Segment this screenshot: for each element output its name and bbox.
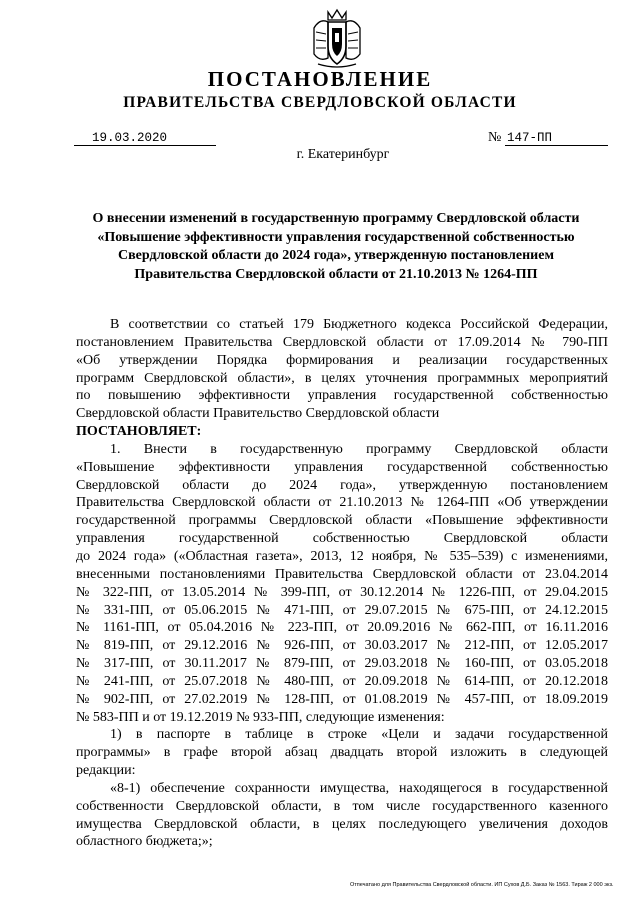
coat-of-arms-icon bbox=[306, 8, 368, 70]
body-line: № 317-ПП, от 30.11.2017 № 879-ПП, от 29.03.2018 № 160-ПП, от 03.05.2018 bbox=[76, 656, 608, 672]
body-line: № 1161-ПП, от 05.04.2016 № 223-ПП, от 20.09.2016 № 662-ПП, от 16.11.2016 bbox=[76, 620, 608, 636]
body-line: № 583-ПП и от 19.12.2019 № 933-ПП, следующие изменения: bbox=[76, 709, 445, 725]
document-date: 19.03.2020 bbox=[74, 131, 216, 146]
body-line: областного бюджета;»; bbox=[76, 834, 213, 850]
body-line: Правительства Свердловской области от 21.10.2013 № 1264-ПП «Об утверждении bbox=[76, 495, 608, 511]
body-line: 1) в паспорте в таблице в строке «Цели и задачи государственной bbox=[110, 727, 608, 743]
body-line: 1. Внести в государственную программу Свердловской области bbox=[110, 441, 608, 457]
body-line: имущества Свердловской области, в целях последующего увеличения доходов bbox=[76, 816, 608, 832]
body-line: № 819-ПП, от 29.12.2016 № 926-ПП, от 30.03.2017 № 212-ПП, от 12.05.2017 bbox=[76, 638, 608, 654]
body-line: В соответствии со статьей 179 Бюджетного кодекса Российской Федерации, bbox=[110, 317, 608, 332]
body-line: постановлением Правительства Свердловской области от 17.09.2014 № 790-ПП bbox=[76, 334, 608, 350]
print-footer: Отпечатано для Правительства Свердловской области. ИП Сухов Д.Б. Заказ № 1563. Тираж 2 000 экз. bbox=[350, 882, 614, 888]
body-line: № 322-ПП, от 13.05.2014 № 399-ПП, от 30.12.2014 № 1226-ПП, от 29.04.2015 bbox=[76, 584, 608, 600]
heading-line: «Повышение эффективности управления государственной собственностью bbox=[97, 229, 575, 245]
body-line: «8-1) обеспечение сохранности имущества, находящегося в государственной bbox=[110, 780, 608, 796]
body-line: № 241-ПП, от 25.07.2018 № 480-ПП, от 20.09.2018 № 614-ПП, от 20.12.2018 bbox=[76, 673, 608, 689]
document-title: ПОСТАНОВЛЕНИЕ bbox=[207, 67, 433, 91]
document-number: 147-ПП bbox=[505, 131, 608, 146]
body-line: № 902-ПП, от 27.02.2019 № 128-ПП, от 01.08.2019 № 457-ПП, от 18.09.2019 bbox=[76, 691, 608, 707]
body-line: собственности Свердловской области, в том числе государственного казенного bbox=[76, 798, 608, 814]
body-line: программ Свердловской области», в целях уточнения программных мероприятий bbox=[76, 370, 608, 386]
document-subtitle: ПРАВИТЕЛЬСТВА СВЕРДЛОВСКОЙ ОБЛАСТИ bbox=[123, 94, 517, 111]
body-line: Свердловской области до 2024 года», утвержденную постановлением bbox=[76, 477, 608, 493]
document-city: г. Екатеринбург bbox=[296, 147, 390, 162]
document-heading bbox=[70, 210, 602, 285]
body-line: «Об утверждении Порядка формирования и реализации государственных bbox=[76, 352, 608, 368]
heading-line: Свердловской области до 2024 года», утвержденную постановлением bbox=[118, 248, 554, 264]
body-line: управления государственной собственностью Свердловской области bbox=[76, 531, 608, 547]
body-line: редакции: bbox=[76, 763, 136, 779]
body-line: ПОСТАНОВЛЯЕТ: bbox=[76, 424, 202, 440]
body-line: до 2024 года» («Областная газета», 2013, 12 ноября, № 535–539) с изменениями, bbox=[76, 548, 608, 564]
body-line: № 331-ПП, от 05.06.2015 № 471-ПП, от 29.07.2015 № 675-ПП, от 24.12.2015 bbox=[76, 602, 608, 618]
body-line: «Повышение эффективности управления государственной собственностью bbox=[76, 459, 608, 475]
document-body bbox=[76, 316, 608, 851]
body-line: внесенными постановлениями Правительства Свердловской области от 23.04.2014 bbox=[76, 566, 608, 582]
body-line: Свердловской области Правительство Свердловской области bbox=[76, 406, 440, 422]
heading-line: О внесении изменений в государственную программу Свердловской области bbox=[92, 211, 580, 226]
body-line: по повышению эффективности управления государственной собственностью bbox=[76, 388, 608, 404]
body-line: программы» в графе второй абзац двадцать второй изложить в следующей bbox=[76, 745, 608, 761]
document-number-label: № bbox=[488, 130, 502, 145]
body-line: государственной программы Свердловской области «Повышение эффективности bbox=[76, 513, 608, 529]
heading-line: Правительства Свердловской области от 21.10.2013 № 1264-ПП bbox=[134, 267, 538, 283]
